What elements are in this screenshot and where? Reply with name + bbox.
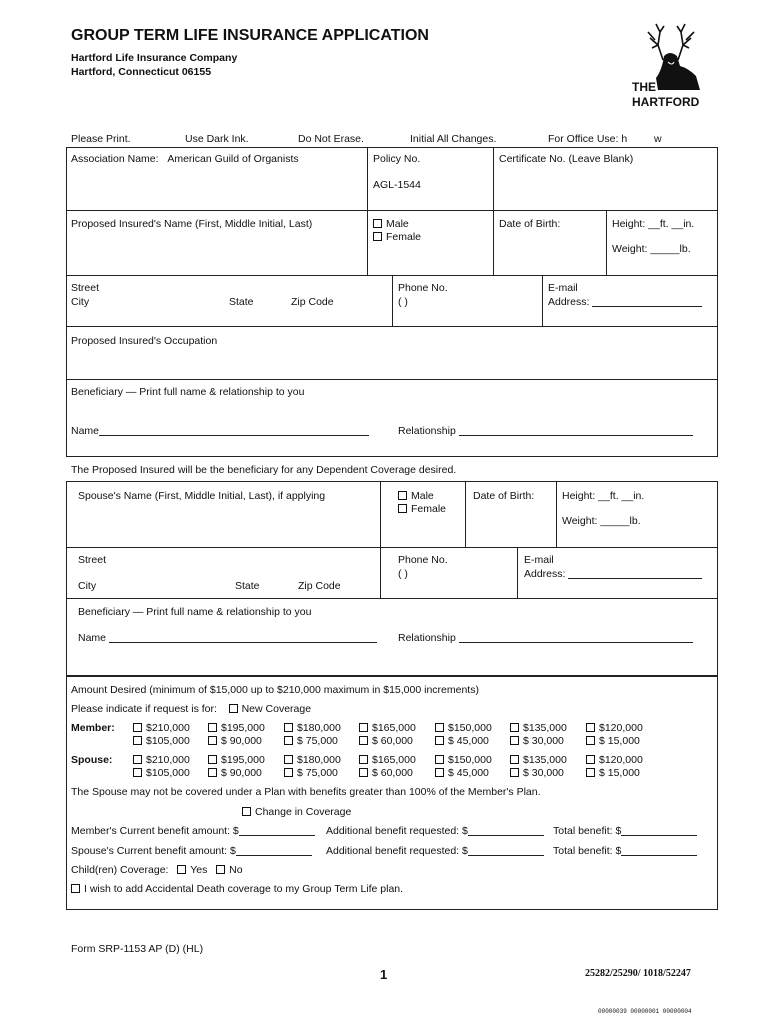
- form-number: Form SRP-1153 AP (D) (HL): [71, 943, 204, 955]
- amount-label: $120,000: [599, 722, 643, 734]
- logo-line-1: THE: [632, 80, 656, 94]
- logo-line-2: HARTFORD: [632, 95, 700, 109]
- insured-street[interactable]: Street: [71, 282, 100, 294]
- spouse-beneficiary-label: Beneficiary — Print full name & relationship to you: [78, 606, 312, 618]
- checkbox-icon: [177, 865, 186, 874]
- checkbox-icon: [435, 768, 444, 777]
- instruction-erase: Do Not Erase.: [298, 133, 364, 145]
- member-amount-option[interactable]: [133, 722, 190, 734]
- member-amount-option[interactable]: [435, 722, 492, 734]
- insured-email-address[interactable]: Address:: [548, 296, 702, 308]
- spouse-amount-option[interactable]: [133, 767, 190, 779]
- form-title: GROUP TERM LIFE INSURANCE APPLICATION: [71, 27, 429, 44]
- member-amount-option[interactable]: [208, 722, 265, 734]
- member-amount-option[interactable]: [208, 735, 262, 747]
- checkbox-icon: [208, 736, 217, 745]
- checkbox-icon: [586, 768, 595, 777]
- spouse-email-label[interactable]: E-mail: [524, 554, 554, 566]
- spouse-email-address[interactable]: Address:: [524, 568, 702, 580]
- amount-label: $150,000: [448, 722, 492, 734]
- amount-desired: Amount Desired (minimum of $15,000 up to $210,000 maximum in $15,000 increments): [71, 684, 479, 696]
- spouse-city[interactable]: City: [78, 580, 97, 592]
- instruction-print: Please Print.: [71, 133, 131, 145]
- checkbox-icon: [71, 884, 80, 893]
- checkbox-icon: [359, 755, 368, 764]
- amount-label: $105,000: [146, 767, 190, 779]
- spouse-height[interactable]: Height: __ft. __in.: [562, 490, 645, 502]
- spouse-zip[interactable]: Zip Code: [298, 580, 341, 592]
- checkbox-icon: [208, 723, 217, 732]
- member-amount-option[interactable]: [133, 735, 190, 747]
- insured-male-checkbox[interactable]: Male: [373, 218, 409, 230]
- checkbox-icon: [133, 723, 142, 732]
- insured-beneficiary-relationship[interactable]: Relationship: [398, 425, 693, 437]
- spouse-limit-note: The Spouse may not be covered under a Plan with benefits greater than 100% of the Member's Plan.: [71, 786, 541, 798]
- spouse-male-checkbox[interactable]: Male: [398, 490, 434, 502]
- spouse-amount-option[interactable]: [208, 767, 262, 779]
- new-coverage-option[interactable]: New Coverage: [241, 703, 312, 715]
- checkbox-icon: [359, 768, 368, 777]
- amount-label: $210,000: [146, 722, 190, 734]
- amount-label: $150,000: [448, 754, 492, 766]
- dependent-note: The Proposed Insured will be the beneficiary for any Dependent Coverage desired.: [71, 464, 457, 476]
- checkbox-icon: [510, 768, 519, 777]
- member-amount-option[interactable]: [284, 735, 338, 747]
- insured-name-label[interactable]: Proposed Insured's Name (First, Middle Initial, Last): [71, 218, 313, 230]
- spouse-label: Spouse:: [71, 754, 113, 766]
- member-amount-option[interactable]: [510, 722, 567, 734]
- spouse-phone-label[interactable]: Phone No.: [398, 554, 448, 566]
- children-no-option[interactable]: No: [216, 864, 242, 876]
- spouse-amount-option[interactable]: [435, 754, 492, 766]
- insured-beneficiary-name[interactable]: Name: [71, 425, 369, 437]
- spouse-state[interactable]: State: [235, 580, 260, 592]
- member-amount-option[interactable]: [586, 735, 640, 747]
- checkbox-icon: [359, 723, 368, 732]
- hartford-logo: [628, 20, 718, 110]
- insured-email-label[interactable]: E-mail: [548, 282, 578, 294]
- amount-label: $ 75,000: [297, 735, 338, 747]
- amount-label: $120,000: [599, 754, 643, 766]
- barcode-text: 00000039 00000001 00000004: [598, 1008, 692, 1015]
- insured-female-checkbox[interactable]: Female: [373, 231, 421, 243]
- spouse-current-benefit[interactable]: Spouse's Current benefit amount: $: [71, 845, 312, 857]
- spouse-street[interactable]: Street: [78, 554, 107, 566]
- checkbox-icon: [208, 755, 217, 764]
- amount-label: $ 15,000: [599, 735, 640, 747]
- amount-label: $195,000: [221, 722, 265, 734]
- amount-label: $ 90,000: [221, 767, 262, 779]
- checkbox-icon: [284, 768, 293, 777]
- amount-label: $180,000: [297, 754, 341, 766]
- spouse-amount-option[interactable]: [510, 754, 567, 766]
- member-amount-option[interactable]: [359, 735, 413, 747]
- member-amount-option[interactable]: [510, 735, 564, 747]
- amount-label: $210,000: [146, 754, 190, 766]
- checkbox-icon: [359, 736, 368, 745]
- spouse-amount-option[interactable]: [133, 754, 190, 766]
- spouse-amount-option[interactable]: [284, 767, 338, 779]
- children-yes-option[interactable]: Yes: [177, 864, 207, 876]
- spouse-total-benefit[interactable]: Total benefit: $: [553, 845, 697, 857]
- amount-label: $ 60,000: [372, 735, 413, 747]
- checkbox-icon: [284, 736, 293, 745]
- spouse-additional-benefit[interactable]: Additional benefit requested: $: [326, 845, 544, 857]
- checkbox-icon[interactable]: [229, 704, 238, 713]
- checkbox-icon: [510, 723, 519, 732]
- checkbox-icon: [586, 755, 595, 764]
- spouse-female-checkbox[interactable]: Female: [398, 503, 446, 515]
- amount-label: $135,000: [523, 722, 567, 734]
- policy-value[interactable]: AGL-1544: [373, 179, 421, 191]
- amount-label: $135,000: [523, 754, 567, 766]
- spouse-amount-option[interactable]: [586, 754, 643, 766]
- checkbox-icon: [398, 491, 407, 500]
- checkbox-icon: [398, 504, 407, 513]
- amount-label: $ 15,000: [599, 767, 640, 779]
- member-amount-option[interactable]: [359, 722, 416, 734]
- amount-label: $180,000: [297, 722, 341, 734]
- spouse-beneficiary-relationship[interactable]: Relationship: [398, 632, 693, 644]
- indicate-request: Please indicate if request is for: New Coverage: [71, 703, 312, 715]
- spouse-phone-paren: ( ): [398, 568, 408, 580]
- amount-label: $ 30,000: [523, 735, 564, 747]
- insured-zip[interactable]: Zip Code: [291, 296, 334, 308]
- insured-beneficiary-label: Beneficiary — Print full name & relationship to you: [71, 386, 305, 398]
- checkbox-icon: [216, 865, 225, 874]
- accidental-death-option[interactable]: I wish to add Accidental Death coverage to my Group Term Life plan.: [71, 883, 403, 895]
- amount-label: $ 45,000: [448, 767, 489, 779]
- checkbox-icon: [510, 736, 519, 745]
- amount-label: $ 45,000: [448, 735, 489, 747]
- member-amount-option[interactable]: [586, 722, 643, 734]
- insured-phone-paren: ( ): [398, 296, 408, 308]
- member-current-benefit[interactable]: Member's Current benefit amount: $: [71, 825, 315, 837]
- children-coverage: Child(ren) Coverage: Yes No: [71, 864, 243, 876]
- checkbox-icon: [586, 736, 595, 745]
- spouse-dob-label[interactable]: Date of Birth:: [473, 490, 535, 502]
- spouse-beneficiary-name[interactable]: Name: [78, 632, 377, 644]
- amount-label: $165,000: [372, 754, 416, 766]
- member-additional-benefit[interactable]: Additional benefit requested: $: [326, 825, 544, 837]
- amount-label: $165,000: [372, 722, 416, 734]
- instruction-initial: Initial All Changes.: [410, 133, 497, 145]
- checkbox-icon: [284, 755, 293, 764]
- change-coverage-option[interactable]: Change in Coverage: [242, 806, 351, 818]
- insured-dob-label[interactable]: Date of Birth:: [499, 218, 561, 230]
- amount-label: $105,000: [146, 735, 190, 747]
- insured-state[interactable]: State: [229, 296, 254, 308]
- member-amount-option[interactable]: [284, 722, 341, 734]
- association-value: American Guild of Organists: [167, 153, 299, 165]
- spouse-weight[interactable]: Weight: _____lb.: [562, 515, 641, 527]
- certificate-label[interactable]: Certificate No. (Leave Blank): [499, 153, 634, 165]
- instruction-ink: Use Dark Ink.: [185, 133, 249, 145]
- checkbox-icon: [373, 232, 382, 241]
- spouse-amount-option[interactable]: [359, 754, 416, 766]
- policy-label: Policy No.: [373, 153, 421, 165]
- form-code: 25282/25290/ 1018/52247: [585, 968, 691, 979]
- page-number: 1: [380, 967, 388, 982]
- member-label: Member:: [71, 722, 115, 734]
- checkbox-icon: [435, 736, 444, 745]
- spouse-amount-option[interactable]: [586, 767, 640, 779]
- office-use-w: w: [654, 133, 662, 145]
- checkbox-icon: [510, 755, 519, 764]
- checkbox-icon: [133, 755, 142, 764]
- insured-weight[interactable]: Weight: _____lb.: [612, 243, 691, 255]
- checkbox-icon: [133, 768, 142, 777]
- association-label: Association Name: American Guild of Organists: [71, 153, 299, 165]
- office-use: For Office Use: h: [548, 133, 628, 145]
- spouse-amount-option[interactable]: [284, 754, 341, 766]
- insured-occupation-label[interactable]: Proposed Insured's Occupation: [71, 335, 218, 347]
- checkbox-icon: [586, 723, 595, 732]
- amount-label: $ 75,000: [297, 767, 338, 779]
- checkbox-icon: [242, 807, 251, 816]
- spouse-name-label[interactable]: Spouse's Name (First, Middle Initial, Last), if applying: [78, 490, 326, 502]
- member-amount-option[interactable]: [435, 735, 489, 747]
- spouse-amount-option[interactable]: [510, 767, 564, 779]
- checkbox-icon: [284, 723, 293, 732]
- spouse-amount-option[interactable]: [435, 767, 489, 779]
- checkbox-icon: [435, 755, 444, 764]
- checkbox-icon: [133, 736, 142, 745]
- checkbox-icon: [435, 723, 444, 732]
- company-address: Hartford, Connecticut 06155: [71, 66, 212, 78]
- spouse-amount-option[interactable]: [359, 767, 413, 779]
- amount-label: $ 60,000: [372, 767, 413, 779]
- insured-phone-label[interactable]: Phone No.: [398, 282, 448, 294]
- member-total-benefit[interactable]: Total benefit: $: [553, 825, 697, 837]
- amount-label: $ 30,000: [523, 767, 564, 779]
- checkbox-icon: [373, 219, 382, 228]
- insured-height[interactable]: Height: __ft. __in.: [612, 218, 695, 230]
- spouse-amount-option[interactable]: [208, 754, 265, 766]
- amount-label: $ 90,000: [221, 735, 262, 747]
- company-name: Hartford Life Insurance Company: [71, 52, 238, 64]
- insured-city[interactable]: City: [71, 296, 90, 308]
- amount-label: $195,000: [221, 754, 265, 766]
- checkbox-icon: [208, 768, 217, 777]
